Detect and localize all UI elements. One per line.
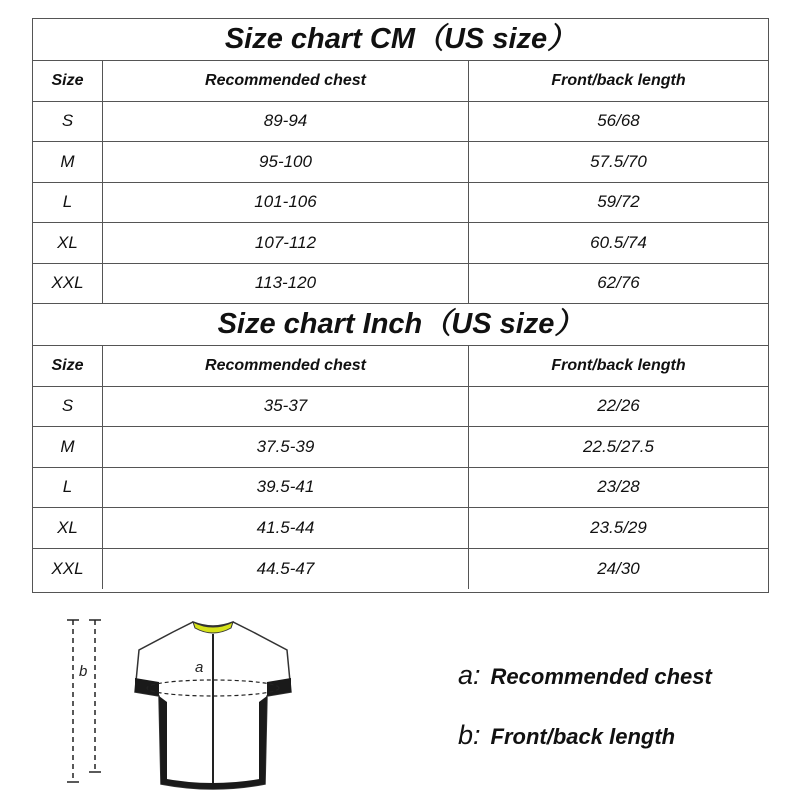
table-row [33,102,768,143]
inch-size-cell: S [33,387,103,427]
cm-size-cell: XXL [33,264,103,304]
inch-length-cell: 24/30 [597,558,640,578]
inch-chest-cell: 35-37 [103,387,469,427]
cm-length-cell: 56/68 [597,111,640,131]
jersey-icon [135,622,291,789]
table-row [33,508,768,549]
legend-length [458,720,675,751]
length-measure-marker [67,620,101,782]
table-row [33,468,768,509]
table-row [33,427,768,468]
cm-chest-cell: 107-112 [103,223,469,263]
inch-table-title: Size chart Inch（US size） [33,304,768,346]
cm-header-length: Front/back length [551,71,686,89]
cm-header-chest: Recommended chest [103,61,469,101]
inch-chest-cell: 37.5-39 [103,427,469,467]
table-row [33,142,768,183]
cm-size-cell: S [33,102,103,142]
legend-a-text: Recommended chest [490,664,712,689]
inch-header-size: Size [33,346,103,386]
label-a: a [195,659,204,676]
inch-chest-cell: 44.5-47 [103,549,469,590]
table-row [33,387,768,428]
table-row [33,264,768,305]
cm-header-row [33,61,768,102]
table-row [33,223,768,264]
inch-length-cell: 23/28 [597,477,640,497]
inch-header-row [33,346,768,387]
cm-chest-cell: 95-100 [103,142,469,182]
table-row [33,183,768,224]
jersey-diagram [55,612,315,790]
inch-chest-cell: 39.5-41 [103,468,469,508]
inch-length-cell: 22/26 [597,396,640,416]
inch-size-cell: M [33,427,103,467]
cm-chest-cell: 101-106 [103,183,469,223]
cm-length-cell: 62/76 [597,273,640,293]
label-b: b [79,663,88,680]
legend-b-key: b: [458,720,481,750]
cm-size-cell: M [33,142,103,182]
inch-length-cell: 22.5/27.5 [583,436,654,456]
inch-header-length: Front/back length [551,356,686,374]
cm-length-cell: 57.5/70 [590,151,647,171]
cm-size-cell: XL [33,223,103,263]
legend-chest [458,660,712,691]
cm-header-size: Size [33,61,103,101]
inch-size-cell: L [33,468,103,508]
cm-size-cell: L [33,183,103,223]
inch-size-cell: XXL [33,549,103,590]
table-row [33,549,768,590]
cm-length-cell: 59/72 [597,192,640,212]
inch-header-chest: Recommended chest [103,346,469,386]
inch-length-cell: 23.5/29 [590,517,647,537]
inch-chest-cell: 41.5-44 [103,508,469,548]
cm-chest-cell: 113-120 [103,264,469,304]
cm-length-cell: 60.5/74 [590,232,647,252]
legend-b-text: Front/back length [490,724,676,749]
size-chart-frame [32,18,769,593]
cm-table-title: Size chart CM（US size） [33,19,768,61]
inch-size-cell: XL [33,508,103,548]
cm-chest-cell: 89-94 [103,102,469,142]
legend-a-key: a: [458,660,481,690]
